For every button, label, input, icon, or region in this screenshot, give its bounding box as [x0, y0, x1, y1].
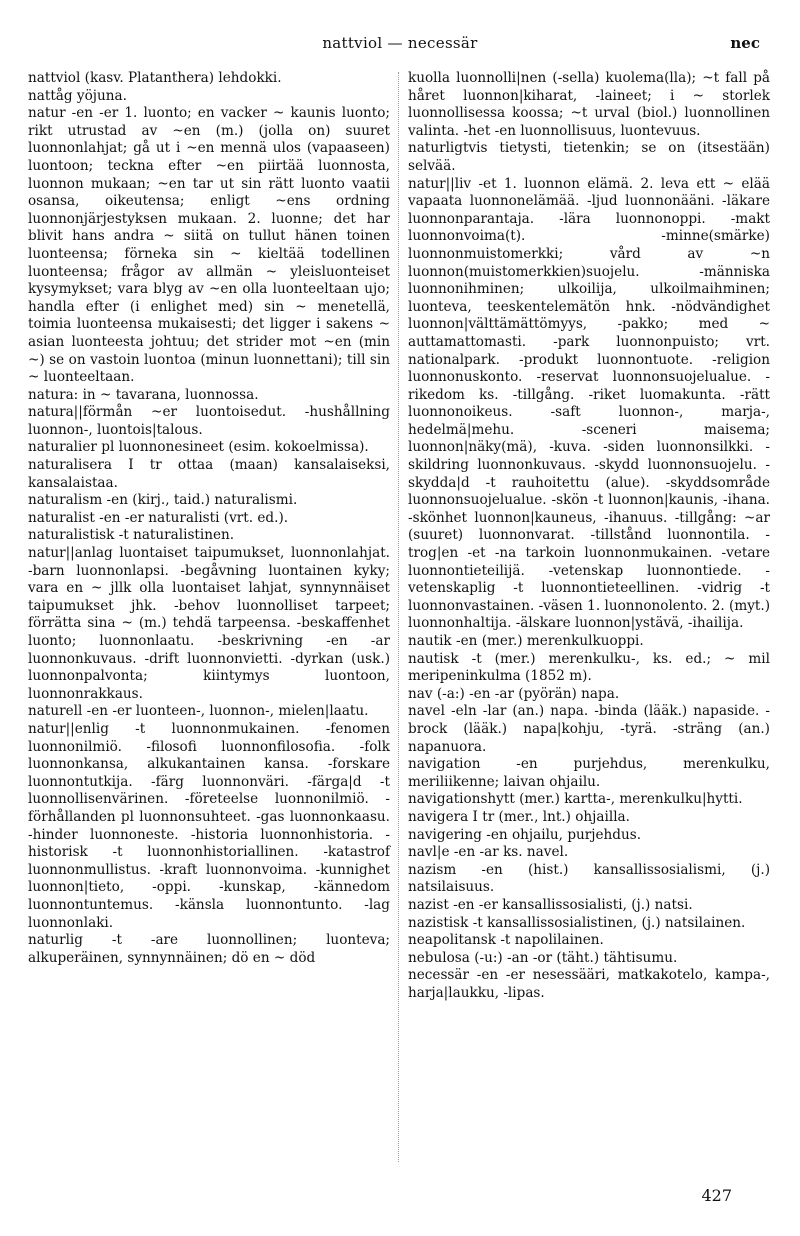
page-number: 427	[701, 1186, 732, 1205]
dictionary-entry: naturalistisk -t naturalistinen.	[28, 527, 235, 544]
header-guide-word: nec	[730, 34, 760, 52]
dictionary-entry: navigering -en ohjailu, purjehdus.	[408, 826, 642, 843]
dictionary-entry: nazist -en -er kansallissosialisti, (j.) natsi.	[408, 896, 693, 913]
dictionary-entry: naturligtvis tietysti, tietenkin; se on (itsestään) selvää.	[408, 140, 770, 174]
dictionary-entry: naturlig -t -are luonnollinen; luonteva; alkuperäinen, synnynnäinen; dö en ~ död	[28, 932, 390, 966]
column-divider	[398, 72, 399, 1162]
dictionary-entry: naturalisera I tr ottaa (maan) kansalaiseksi, kansalaistaa.	[28, 457, 390, 491]
dictionary-entry: nautisk -t (mer.) merenkulku-, ks. ed.; ~ mil meripeninkulma (1852 m).	[408, 650, 770, 685]
dictionary-entry: natur||liv -et 1. luonnon elämä. 2. leva ett ~ elää vapaata luonnonelämää. -ljud luonnonääni. -läkare luonnonparantaja. -lära luonnonoppi. -makt luonnonvoima(t). -minne(smärke) luonnonmuistomerkki; vård av ~n luonnon(muistomerkkien)suojelu. -människa luonnonihminen; ulkoilija, ulkoilmaihminen; luonteva, teeskentelemätön hnk. -nödvändighet luonnon|välttämättömyys, -pakko; med ~ auttamattomasti. -park luonnonpuisto; vrt. nationalpark. -produkt luonnontuote. -religion luonnonuskonto. -reservat luonnonsuojelualue. -rikedom ks. -tillgång. -riket luomakunta. -rätt luonnonoikeus. -saft luonnon-, marja-, hedelmä|mehu. -sceneri maisema; luonnon|näky(mä), -kuva. -siden luonnonsilkki. -skildring luonnonkuvaus. -skydd luonnonsuojelu. -skydda|d -t rauhoitettu (alue). -skyddsområde luonnonsuojelualue. -skön -t luonnon|kaunis, -ihana. -skönhet luonnon|kauneus, -ihanuus. -tillgång: ~ar (suuret) luonnonvarat. -tillstånd luonnontila. -trog|en -et -na tarkoin luonnonmukainen. -vetare luonnontieteilijä. -vetenskap luonnontiede. -vetenskaplig -t luonnontieteellinen. -vidrig -t luonnonvastainen. -väsen 1. luonnonolento. 2. (myt.) luonnonhaltija. -älskare luonnon|ystävä, -ihailija.	[408, 175, 770, 632]
dictionary-entry: naturalist -en -er naturalisti (vrt. ed.).	[28, 509, 289, 526]
dictionary-entry: nattviol (kasv. Platanthera) lehdokki.	[28, 70, 282, 86]
dictionary-entry: natur||enlig -t luonnonmukainen. -fenomen luonnonilmiö. -filosofi luonnonfilosofia. -folk luonnonkansa, alkukantainen kansa. -forskare luonnontutkija. -färg luonnonväri. -färga|d -t luonnollisenvärinen. -företeelse luonnonilmiö. -förhållanden pl luonnonsuhteet. -gas luonnonkaasu. -hinder luonnoneste. -historia luonnonhistoria. -historisk -t luonnonhistoriallinen. -katastrof luonnonmullistus. -kraft luonnonvoima. -kunnighet luonnon|tieto, -oppi. -kunskap, -kännedom luonnontuntemus. -känsla luonnontunto. -lag luonnonlaki.	[28, 720, 390, 931]
dictionary-entry: navigationshytt (mer.) kartta-, merenkulku|hytti.	[408, 791, 743, 808]
dictionary-entry: navel -eln -lar (an.) napa. -binda (lääk.) napaside. -brock (lääk.) napa|kohju, -tyrä. -sträng (an.) napanuora.	[408, 703, 770, 755]
dictionary-entry: naturalism -en (kirj., taid.) naturalismi.	[28, 492, 298, 509]
dictionary-entry: natura||förmån ~er luontoisedut. -hushållning luonnon-, luontois|talous.	[28, 404, 390, 438]
running-header	[0, 34, 800, 58]
dictionary-entry: navigera I tr (mer., lnt.) ohjailla.	[408, 808, 630, 825]
dictionary-entry: navigation -en purjehdus, merenkulku, meriliikenne; laivan ohjailu.	[408, 756, 770, 790]
header-title: nattviol — necessär	[322, 34, 478, 52]
dictionary-entry: nattåg yöjuna.	[28, 87, 127, 104]
dictionary-entry: nebulosa (-u:) -an -or (täht.) tähtisumu.	[408, 949, 678, 966]
dictionary-entry: natura: in ~ tavarana, luonnossa.	[28, 386, 259, 403]
dictionary-entry: natur -en -er 1. luonto; en vacker ~ kaunis luonto; rikt utrustad av ~en (m.) (jolla on) suuret luonnonlahjat; gå ut i ~en mennä ulos (vapaaseen) luontoon; teckna efter ~en piirtää luonnosta, luonnon mukaan; ~en tar ut sin rätt luonto vaatii osansa, oikeutensa; enligt ~ens ordning luonnonjärjestyksen mukaan. 2. luonne; det har blivit hans andra ~ siitä on tullut hänen toinen luonteensa; förneka sin ~ kieltää todellinen luonteensa; frågor av allmän ~ yleisluonteiset kysymykset; vara blyg av ~en olla luonteeltaan ujo; handla efter (i enlighet med) sin ~ menetellä, toimia luonteensa mukaisesti; det ligger i sakens ~ asian luonteesta johtuu; det strider mot ~en (min ~) se on vastoin luontoa (minun luonnettani); till sin ~ luonteeltaan.	[28, 105, 390, 386]
dictionary-entry: naturell -en -er luonteen-, luonnon-, mielen|laatu.	[28, 703, 369, 720]
dictionary-entry: naturalier pl luonnonesineet (esim. kokoelmissa).	[28, 439, 369, 456]
dictionary-entry: nazistisk -t kansallissosialistinen, (j.) natsilainen.	[408, 914, 746, 931]
dictionary-entry: nazism -en (hist.) kansallissosialismi, (j.) natsilaisuus.	[408, 861, 770, 896]
dictionary-entry: necessär -en -er nesessääri, matkakotelo, kampa-, harja|laukku, -lipas.	[408, 967, 770, 1001]
dictionary-entry: kuolla luonnolli|nen (-sella) kuolema(lla); ~t fall på håret luonnon|kiharat, -laineet; i ~ storlek luonnollisessa koossa; ~t urval (biol.) luonnollinen valinta. -het -en luonnollisuus, luontevuus.	[408, 70, 770, 139]
right-column	[408, 70, 770, 1002]
dictionary-entry: navl|e -en -ar ks. navel.	[408, 844, 569, 861]
dictionary-entry: natur||anlag luontaiset taipumukset, luonnonlahjat. -barn luonnonlapsi. -begåvning luontainen kyky; vara en ~ jllk olla luontaiset lahjat, synnynnäiset taipumukset jhk. -behov luonnolliset tarpeet; förrätta sina ~ (m.) tehdä tarpeensa. -beskaffenhet luonto; luonnonlaatu. -beskrivning -en -ar luonnonkuvaus. -drift luonnonvietti. -dyrkan (usk.) luonnonpalvonta; kiintymys luontoon, luonnonrakkaus.	[28, 545, 390, 702]
left-column	[28, 70, 390, 967]
dictionary-entry: neapolitansk -t napolilainen.	[408, 932, 604, 949]
dictionary-entry: nautik -en (mer.) merenkulkuoppi.	[408, 633, 644, 649]
dictionary-entry: nav (-a:) -en -ar (pyörän) napa.	[408, 685, 620, 702]
